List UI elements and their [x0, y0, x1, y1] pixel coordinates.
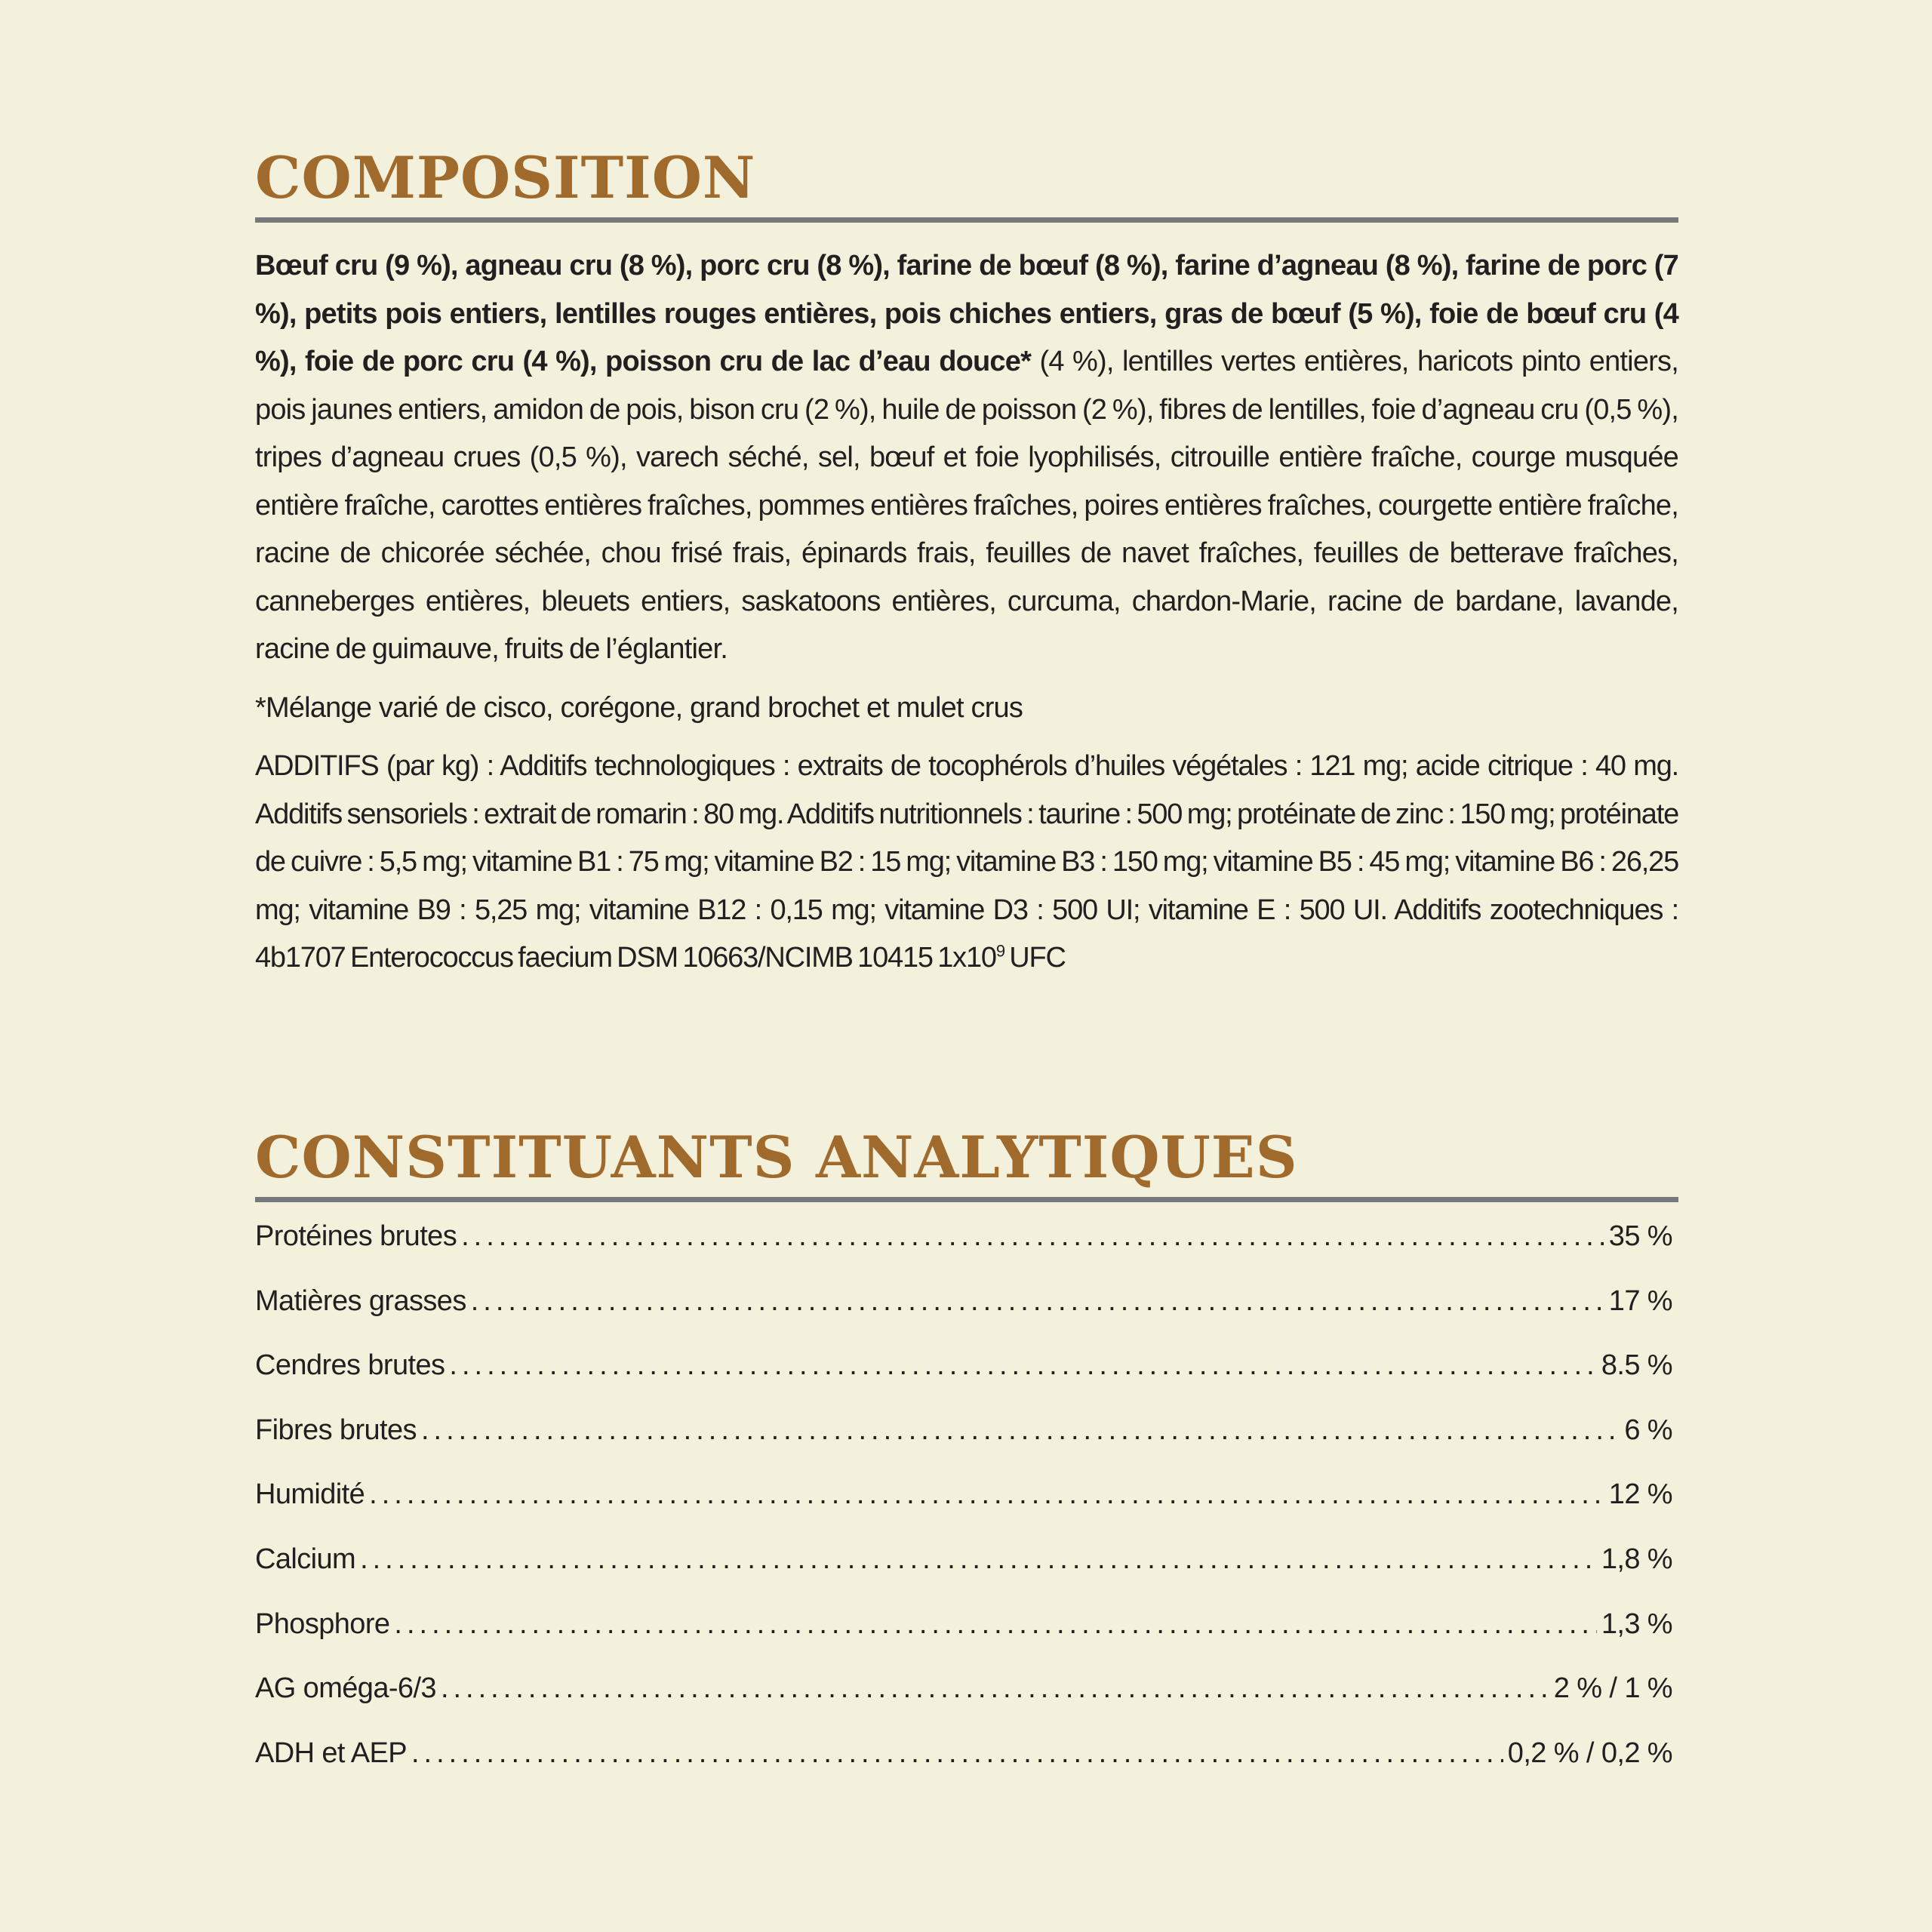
analytics-label: Calcium: [255, 1543, 356, 1575]
additives-end: UFC: [1004, 942, 1066, 974]
analytics-value: 2 % / 1 %: [1553, 1672, 1672, 1705]
analytics-value: 1,8 %: [1601, 1543, 1672, 1575]
analytics-label: Matières grasses: [255, 1284, 466, 1317]
analytics-row-ash: [255, 1349, 1678, 1414]
analytics-value: 12 %: [1608, 1478, 1672, 1511]
additives-exponent: 9: [995, 941, 1004, 961]
analytics-value: 6 %: [1624, 1414, 1672, 1446]
dot-leader: [449, 1349, 1596, 1382]
analytics-row-omega: [255, 1672, 1678, 1737]
dot-leader: [394, 1608, 1596, 1641]
analytics-label: Cendres brutes: [255, 1349, 445, 1382]
dot-leader: [421, 1414, 1620, 1447]
dot-leader: [411, 1737, 1503, 1770]
analytics-row-dha-epa: [255, 1737, 1678, 1802]
dot-leader: [461, 1220, 1604, 1253]
analytics-value: 35 %: [1608, 1220, 1672, 1252]
composition-divider: [255, 217, 1678, 223]
analytics-label: Fibres brutes: [255, 1414, 417, 1446]
analytics-section: [255, 1106, 1678, 1801]
analytics-divider: [255, 1197, 1678, 1202]
analytics-value: 8.5 %: [1601, 1349, 1672, 1382]
analytics-row-proteins: [255, 1220, 1678, 1285]
ingredients-bold: Bœuf cru (9 %), agneau cru (8 %), porc cru (8 %), farine de bœuf (8 %), farine d’agneau (8 %), farine de porc (7 %), petits pois entiers, lentilles rouges entières, pois chiches entiers, gras de bœuf (5 %), foie de bœuf cru (4 %), foie de porc cru (4 %), poisson cru de lac d’eau douce*: [255, 250, 1678, 377]
analytics-value: 0,2 % / 0,2 %: [1507, 1737, 1672, 1769]
analytics-label: AG oméga-6/3: [255, 1672, 436, 1705]
dot-leader: [441, 1672, 1549, 1705]
dot-leader: [471, 1285, 1604, 1318]
dot-leader: [360, 1543, 1597, 1576]
analytics-row-phosphorus: [255, 1608, 1678, 1673]
analytics-value: 17 %: [1608, 1284, 1672, 1317]
analytics-label: Phosphore: [255, 1607, 390, 1640]
analytics-row-moisture: [255, 1478, 1678, 1543]
composition-section: [255, 127, 1678, 983]
analytics-list: [255, 1220, 1678, 1801]
additives-paragraph: [255, 743, 1678, 983]
analytics-title: CONSTITUANTS ANALYTIQUES: [255, 1124, 1298, 1191]
ingredients-paragraph: [255, 242, 1678, 674]
fish-footnote: *Mélange varié de cisco, corégone, grand brochet et mulet crus: [255, 691, 1023, 724]
analytics-value: 1,3 %: [1601, 1607, 1672, 1640]
analytics-row-calcium: [255, 1543, 1678, 1608]
analytics-label: Humidité: [255, 1478, 365, 1511]
dot-leader: [369, 1478, 1604, 1511]
analytics-label: ADH et AEP: [255, 1737, 407, 1769]
analytics-row-fibre: [255, 1414, 1678, 1479]
composition-title: COMPOSITION: [255, 144, 756, 211]
ingredients-regular: (4 %), lentilles vertes entières, haricots pinto entiers, pois jaunes entiers, amidon de pois, bison cru (2 %), huile de poisson (2 %), fibres de lentilles, foie d’agneau cru (0,5 %), tripes d’agneau crues (0,5 %), varech séché, sel, bœuf et foie lyophilisés, citrouille entière fraîche, courge musquée entière fraîche, carottes entières fraîches, pommes entières fraîches, poires entières fraîches, courgette entière fraîche, racine de chicorée séchée, chou frisé frais, épinards frais, feuilles de navet fraîches, feuilles de betterave fraîches, canneberges entières, bleuets entiers, saskatoons entières, curcuma, chardon-Marie, racine de bardane, lavande, racine de guimauve, fruits de l’églantier.: [255, 346, 1678, 665]
analytics-label: Protéines brutes: [255, 1220, 457, 1252]
additives-text: ADDITIFS (par kg) : Additifs technologiques : extraits de tocophérols d’huiles végétales : 121 mg; acide citrique : 40 mg. Additifs sensoriels : extrait de romarin : 80 mg. Additifs nutritionnels : taurine : 500 mg; protéinate de zinc : 150 mg; protéinate de cuivre : 5,5 mg; vitamine B1 : 75 mg; vitamine B2 : 15 mg; vitamine B3 : 150 mg; vitamine B5 : 45 mg; vitamine B6 : 26,25 mg; vitamine B9 : 5,25 mg; vitamine B12 : 0,15 mg; vitamine D3 : 500 UI; vitamine E : 500 UI. Additifs zootechniques : 4b1707 Enterococcus faecium DSM 10663/NCIMB 10415 1x10: [255, 750, 1678, 974]
analytics-row-fats: [255, 1285, 1678, 1350]
